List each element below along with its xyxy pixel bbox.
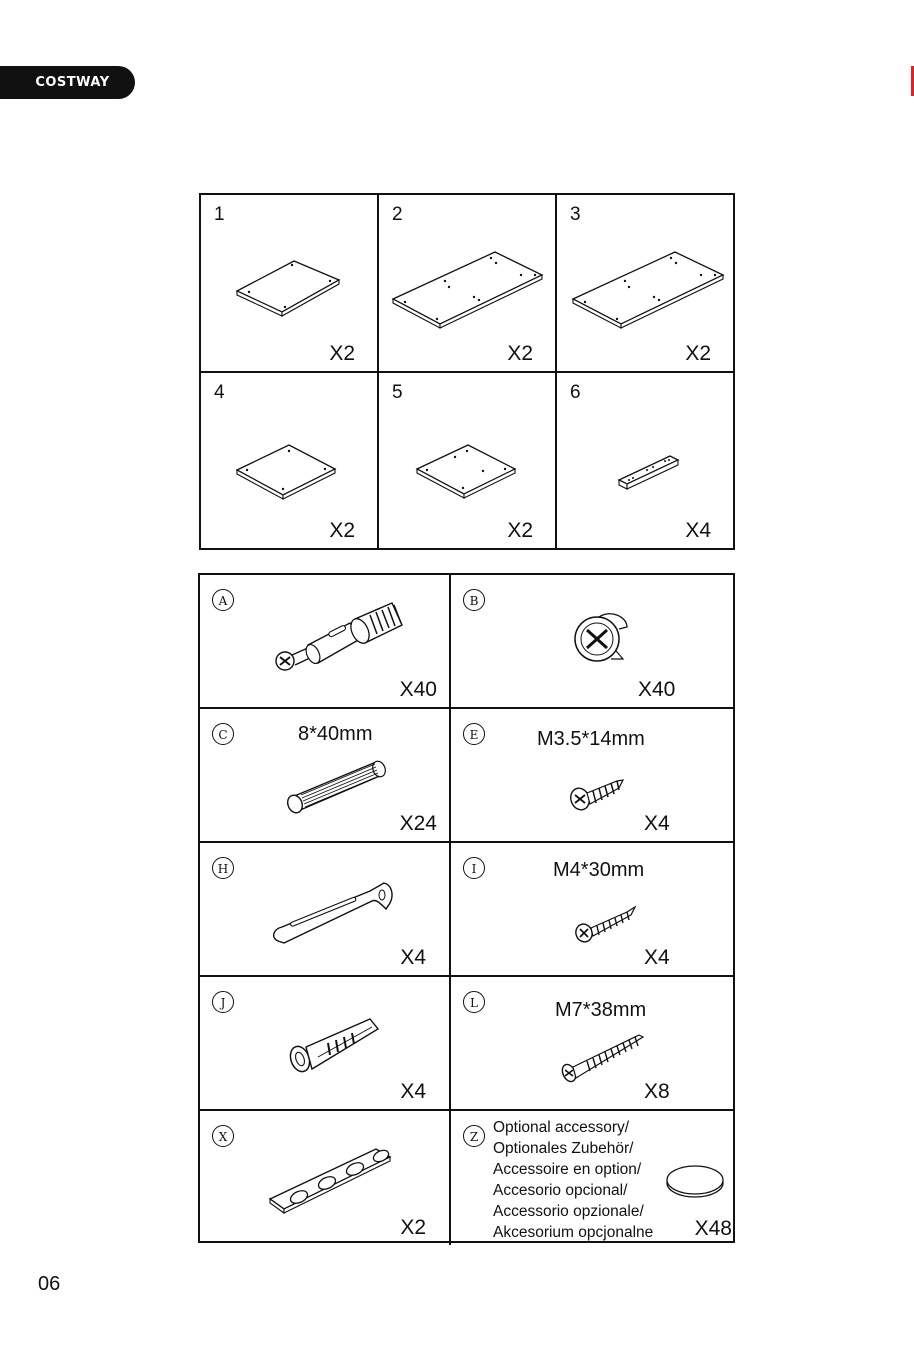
- hardware-i-cell: [451, 843, 735, 977]
- panel-number: 4: [214, 382, 225, 403]
- panel-number: 6: [570, 382, 581, 403]
- panel-number: 1: [214, 204, 225, 225]
- panel-qty: X2: [329, 519, 355, 542]
- panel-number: 5: [392, 382, 403, 403]
- felt-pad-drawing: [451, 1111, 735, 1245]
- hardware-letter: J: [212, 991, 234, 1013]
- hardware-h-cell: [200, 843, 451, 977]
- hardware-qty: X4: [400, 1080, 426, 1103]
- hardware-qty: X48: [694, 1217, 732, 1240]
- screw-l-drawing: [451, 977, 735, 1111]
- hardware-qty: X4: [644, 946, 670, 969]
- hardware-spec: M3.5*14mm: [537, 728, 645, 750]
- hardware-qty: X24: [399, 812, 437, 835]
- hardware-letter: I: [463, 857, 485, 879]
- hardware-c-cell: [200, 709, 451, 843]
- panel-2-cell: [379, 195, 557, 373]
- hardware-qty: X4: [644, 812, 670, 835]
- page-number: 06: [38, 1273, 61, 1295]
- optional-accessory-line: Optional accessory/: [493, 1119, 630, 1136]
- hardware-qty: X40: [399, 678, 437, 701]
- hardware-letter: Z: [463, 1125, 485, 1147]
- hardware-letter: X: [212, 1125, 234, 1147]
- hardware-spec: 8*40mm: [298, 723, 373, 745]
- hardware-qty: X2: [400, 1216, 426, 1239]
- cam-lock-drawing: [451, 575, 735, 709]
- hardware-letter: C: [212, 723, 234, 745]
- hardware-table: [198, 573, 735, 1243]
- optional-accessory-line: Accesorio opcional/: [493, 1182, 628, 1199]
- panel-qty: X4: [685, 519, 711, 542]
- optional-accessory-line: Accessoire en option/: [493, 1161, 642, 1178]
- panel-3-cell: [557, 195, 733, 373]
- hardware-spec: M4*30mm: [553, 859, 645, 881]
- panel-5-cell: [379, 373, 557, 548]
- optional-accessory-line: Accessorio opzionale/: [493, 1203, 644, 1220]
- panel-1-cell: [201, 195, 379, 373]
- hardware-spec: M7*38mm: [555, 999, 647, 1021]
- hardware-z-cell: [451, 1111, 735, 1245]
- panel-4-cell: [201, 373, 379, 548]
- hardware-qty: X40: [638, 678, 676, 701]
- panel-number: 2: [392, 204, 403, 225]
- brand-logo: COSTWAY: [0, 66, 135, 99]
- hardware-a-cell: [200, 575, 451, 709]
- hardware-x-cell: [200, 1111, 451, 1245]
- hardware-qty: X8: [644, 1080, 670, 1103]
- panel-6-cell: [557, 373, 733, 548]
- hardware-letter: A: [212, 589, 234, 611]
- panel-qty: X2: [685, 342, 711, 365]
- panel-qty: X2: [507, 519, 533, 542]
- screw-e-drawing: [451, 709, 735, 843]
- hardware-letter: H: [212, 857, 234, 879]
- optional-accessory-line: Akcesorium opcjonalne: [493, 1224, 654, 1241]
- optional-accessory-line: Optionales Zubehör/: [493, 1140, 634, 1157]
- hardware-letter: E: [463, 723, 485, 745]
- hardware-e-cell: [451, 709, 735, 843]
- panels-table: [199, 193, 735, 550]
- hardware-letter: B: [463, 589, 485, 611]
- hardware-b-cell: [451, 575, 735, 709]
- hardware-letter: L: [463, 991, 485, 1013]
- panel-qty: X2: [507, 342, 533, 365]
- panel-qty: X2: [329, 342, 355, 365]
- hardware-j-cell: [200, 977, 451, 1111]
- hardware-qty: X4: [400, 946, 426, 969]
- hardware-l-cell: [451, 977, 735, 1111]
- screw-i-drawing: [451, 843, 735, 977]
- panel-number: 3: [570, 204, 581, 225]
